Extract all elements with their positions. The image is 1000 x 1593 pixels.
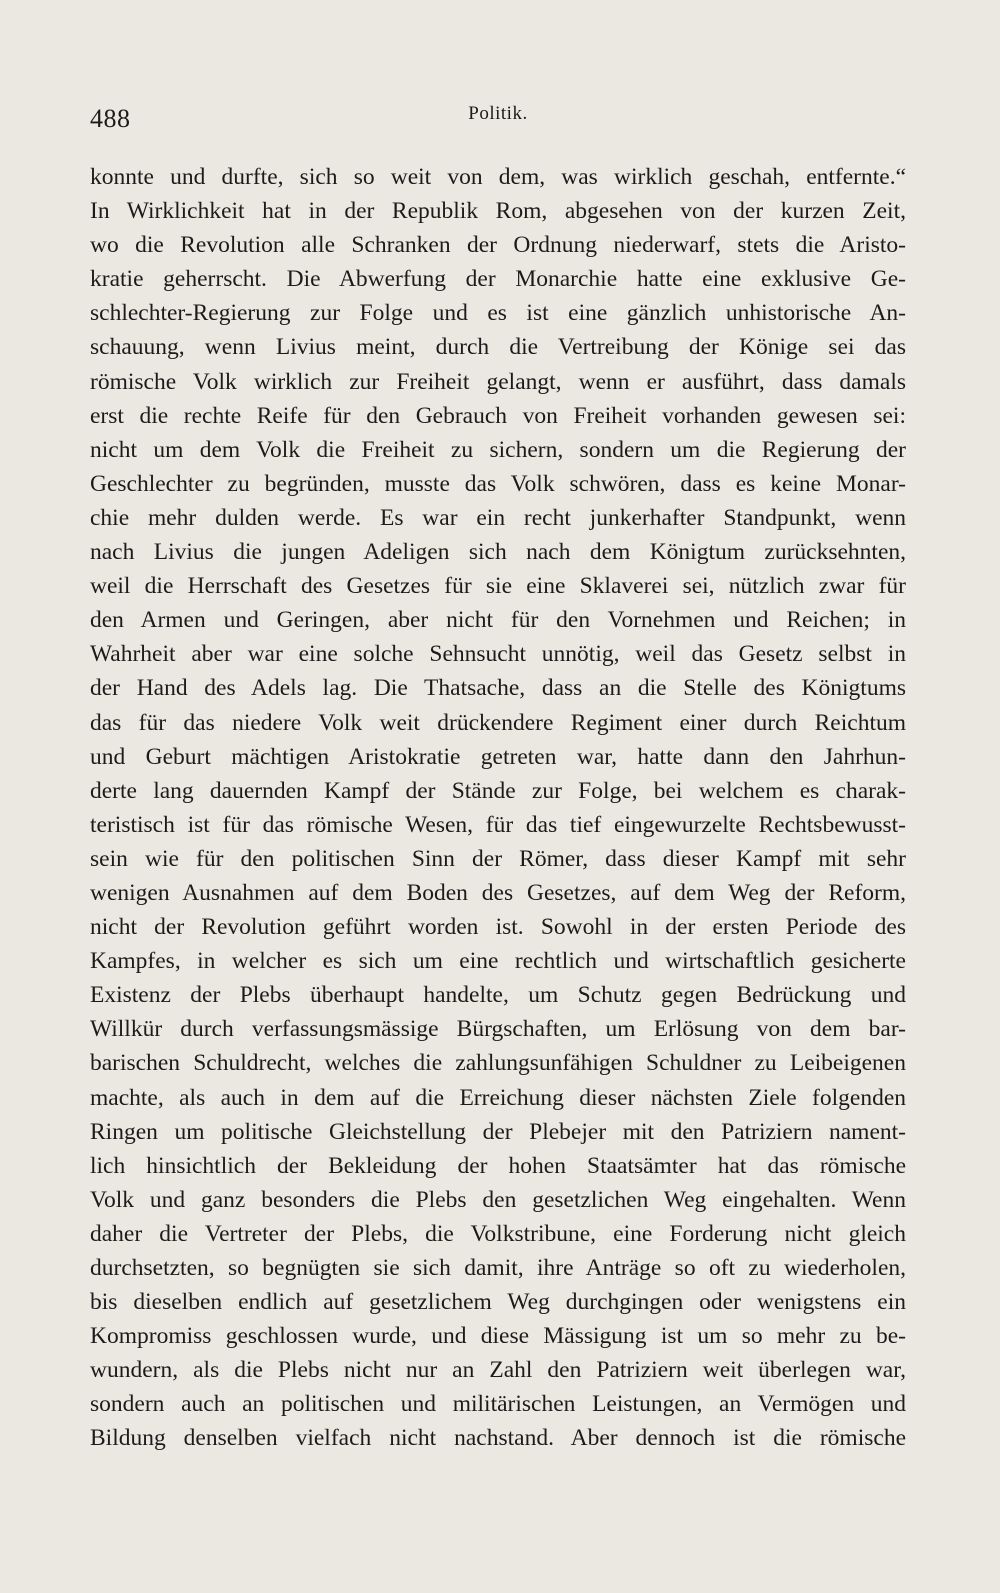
text-line: Willkür durch verfassungsmässige Bürgschaften, um Erlösung von dem bar- [90, 1016, 906, 1043]
text-line: barischen Schuldrecht, welches die zahlungsunfähigen Schuldner zu Leibeigenen [90, 1050, 906, 1077]
text-line: schauung, wenn Livius meint, durch die Vertreibung der Könige sei das [90, 334, 906, 361]
text-line: sondern auch an politischen und militärischen Leistungen, an Vermögen und [90, 1391, 906, 1418]
text-line: Wahrheit aber war eine solche Sehnsucht unnötig, weil das Gesetz selbst in [90, 641, 906, 668]
text-line: weil die Herrschaft des Gesetzes für sie eine Sklaverei sei, nützlich zwar für [90, 573, 906, 600]
text-line: Kampfes, in welcher es sich um eine rechtlich und wirtschaftlich gesicherte [90, 948, 906, 975]
text-line: durchsetzten, so begnügten sie sich damit, ihre Anträge so oft zu wiederholen, [90, 1255, 906, 1281]
text-line: lich hinsichtlich der Bekleidung der hohen Staatsämter hat das römische [90, 1152, 906, 1179]
body-text [90, 160, 906, 1456]
text-line: kratie geherrscht. Die Abwerfung der Monarchie hatte eine exklusive Ge- [90, 266, 906, 293]
text-line: chie mehr dulden werde. Es war ein recht junkerhafter Standpunkt, wenn [90, 504, 906, 531]
text-line: und Geburt mächtigen Aristokratie getreten war, hatte dann den Jahrhun- [90, 743, 906, 770]
text-line: Ringen um politische Gleichstellung der Plebejer mit den Patriziern nament- [90, 1118, 906, 1145]
text-line: bis dieselben endlich auf gesetzlichem Weg durchgingen oder wenigstens ein [90, 1289, 906, 1316]
text-line: sein wie für den politischen Sinn der Römer, dass dieser Kampf mit sehr [90, 845, 906, 872]
text-line: der Hand des Adels lag. Die Thatsache, dass an die Stelle des Königtums [90, 675, 906, 702]
text-line: schlechter-Regierung zur Folge und es ist eine gänzlich unhistorische An- [90, 300, 906, 327]
text-line: wenigen Ausnahmen auf dem Boden des Gesetzes, auf dem Weg der Reform, [90, 879, 906, 906]
text-line: Kompromiss geschlossen wurde, und diese Mässigung ist um so mehr zu be- [90, 1323, 906, 1350]
text-line: wundern, als die Plebs nicht nur an Zahl den Patriziern weit überlegen war, [90, 1357, 906, 1384]
text-line: erst die rechte Reife für den Gebrauch von Freiheit vorhanden gewesen sei: [90, 402, 906, 429]
text-line: Geschlechter zu begründen, musste das Volk schwören, dass es keine Monar- [90, 470, 906, 497]
text-line: nach Livius die jungen Adeligen sich nach dem Königtum zurücksehnten, [90, 539, 906, 566]
text-line: nicht der Revolution geführt worden ist. Sowohl in der ersten Periode des [90, 914, 906, 941]
text-line: In Wirklichkeit hat in der Republik Rom, abgesehen von der kurzen Zeit, [90, 198, 906, 225]
page-number: 488 [90, 104, 131, 133]
text-line: Existenz der Plebs überhaupt handelte, um Schutz gegen Bedrückung und [90, 982, 906, 1009]
page-header [90, 100, 906, 140]
text-line: das für das niedere Volk weit drückendere Regiment einer durch Reichtum [90, 709, 906, 736]
text-line: Volk und ganz besonders die Plebs den gesetzlichen Weg eingehalten. Wenn [90, 1186, 906, 1213]
text-line: derte lang dauernden Kampf der Stände zur Folge, bei welchem es charak- [90, 777, 906, 804]
text-line: den Armen und Geringen, aber nicht für den Vornehmen und Reichen; in [90, 607, 906, 634]
running-head: Politik. [468, 103, 528, 124]
text-line: Bildung denselben vielfach nicht nachstand. Aber dennoch ist die römische [90, 1425, 906, 1452]
text-line: daher die Vertreter der Plebs, die Volkstribune, eine Forderung nicht gleich [90, 1220, 906, 1247]
text-line: machte, als auch in dem auf die Erreichung dieser nächsten Ziele folgenden [90, 1084, 906, 1111]
text-line: römische Volk wirklich zur Freiheit gelangt, wenn er ausführt, dass damals [90, 368, 906, 395]
text-line: wo die Revolution alle Schranken der Ordnung niederwarf, stets die Aristo- [90, 232, 906, 259]
text-line: teristisch ist für das römische Wesen, für das tief eingewurzelte Rechtsbewusst- [90, 811, 906, 838]
text-line: nicht um dem Volk die Freiheit zu sichern, sondern um die Regierung der [90, 436, 906, 463]
text-line: konnte und durfte, sich so weit von dem, was wirklich geschah, entfernte.“ [90, 164, 906, 190]
